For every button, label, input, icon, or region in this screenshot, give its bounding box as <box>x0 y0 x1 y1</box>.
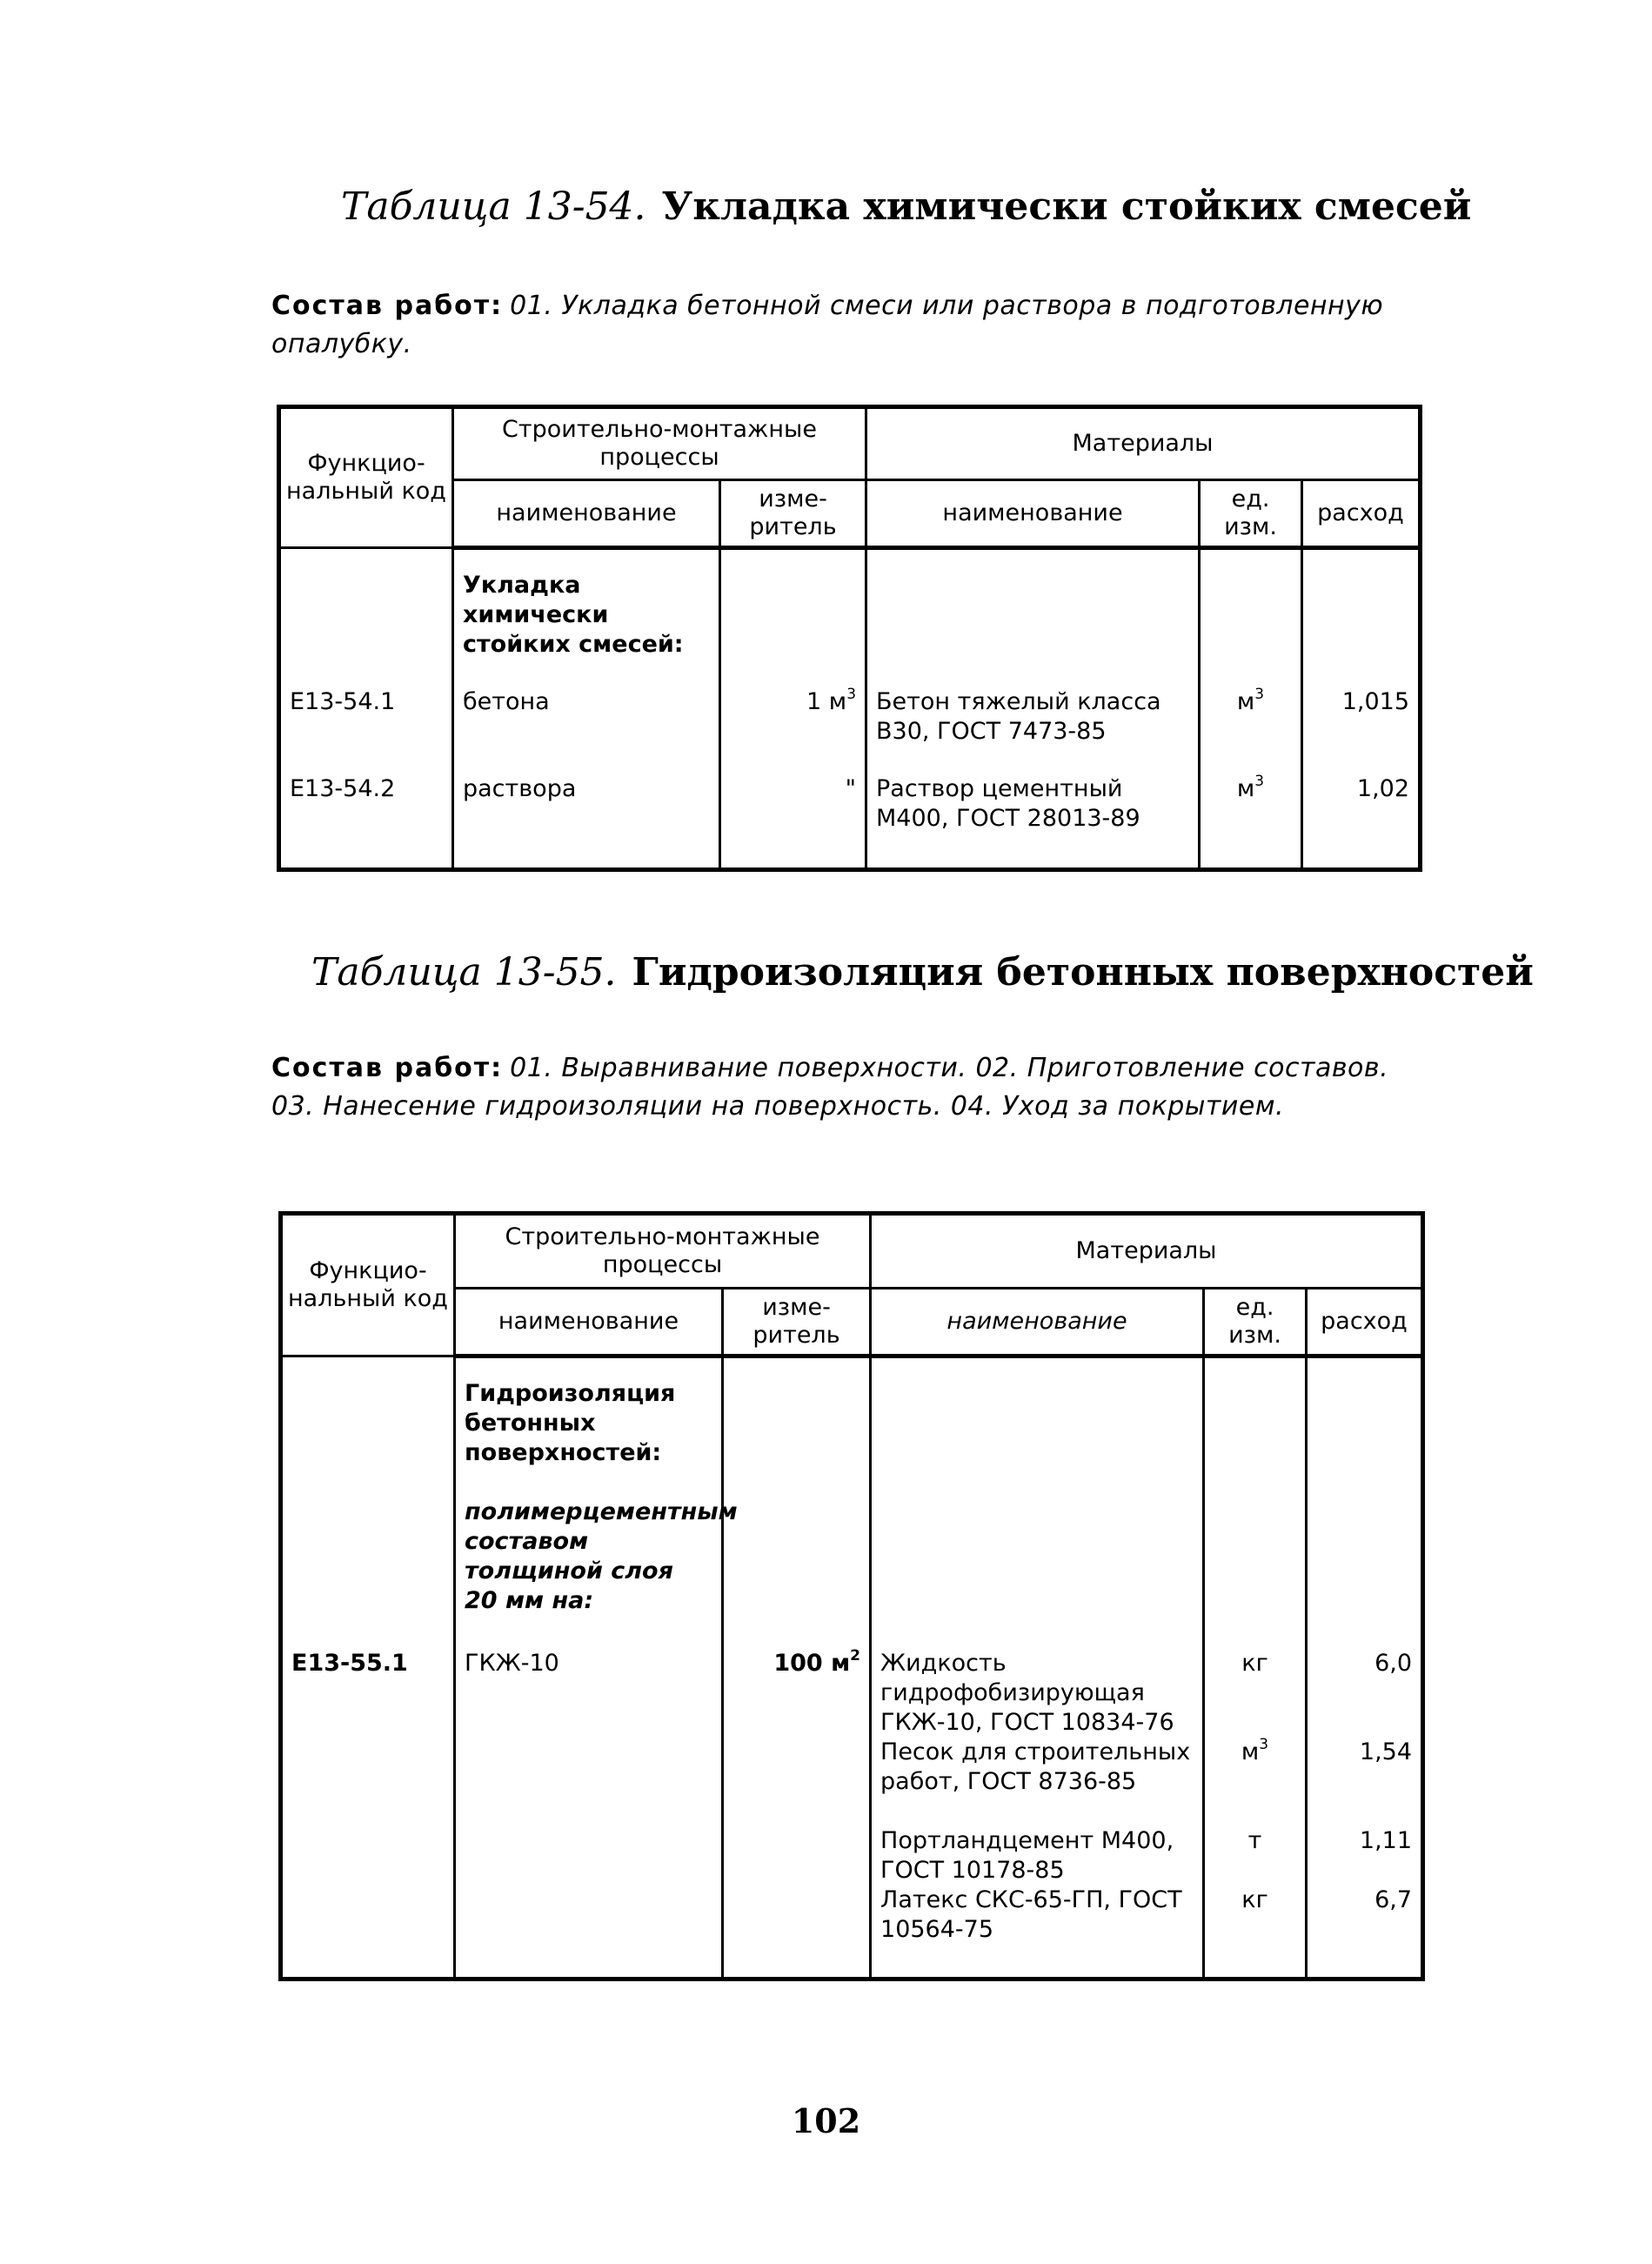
row-process: бетона <box>453 687 720 774</box>
header-meter: изме-ритель <box>723 1289 871 1356</box>
header-process-name: наименование <box>453 480 720 548</box>
header-meter: изме-ритель <box>720 480 866 548</box>
table-55 <box>278 1211 1425 1981</box>
material-unit: т <box>1247 1826 1262 1854</box>
header-unit: ед. изм. <box>1200 480 1302 548</box>
row-code: Е13-54.1 <box>279 687 453 774</box>
row-process: ГКЖ-10 <box>455 1649 723 1979</box>
table-55-work-composition <box>271 1049 1428 1126</box>
table-54 <box>277 405 1422 872</box>
material-name: Латекс СКС-65-ГП, ГОСТ 10564-75 <box>880 1886 1182 1943</box>
table-row <box>279 687 1421 774</box>
header-materials: Материалы <box>871 1214 1423 1289</box>
material-name: Жидкость гидрофобизирующая ГКЖ-10, ГОСТ 10834-76 <box>880 1649 1174 1736</box>
material-unit: $м^3$ <box>1241 1735 1269 1765</box>
header-materials: Материалы <box>866 407 1421 480</box>
table-54-work-composition <box>271 287 1428 364</box>
material-qty: 1,11 <box>1359 1826 1413 1854</box>
table-55-label: Таблица 13-55. <box>311 950 617 995</box>
table-54-heading <box>341 184 1471 229</box>
table-54-work-text: 01. Укладка бетонной смеси или раствора в подготовленную опалубку. <box>271 291 1384 359</box>
material-qty: 6,0 <box>1374 1649 1413 1677</box>
header-unit: ед. изм. <box>1204 1289 1307 1356</box>
table-row <box>279 774 1421 870</box>
table-54-work-label: Состав работ: <box>271 291 504 321</box>
header-consumption: расход <box>1307 1289 1423 1356</box>
row-code: Е13-54.2 <box>279 774 453 870</box>
header-func-code: Функцио-нальный код <box>281 1214 455 1356</box>
row-meter: 100 $м^2$ <box>723 1649 871 1979</box>
row-unit: $м^3$ <box>1200 774 1302 870</box>
row-process: раствора <box>453 774 720 870</box>
header-process-name: наименование <box>455 1289 723 1356</box>
row-code: Е13-55.1 <box>281 1649 455 1979</box>
table-55-title: Гидроизоляция бетонных поверхностей <box>632 950 1534 995</box>
material-qty: 1,54 <box>1359 1738 1413 1765</box>
table-row <box>281 1649 1423 1979</box>
header-processes: Строительно-монтажные процессы <box>455 1214 871 1289</box>
row-qty: 1,02 <box>1302 774 1421 870</box>
material-qty: 6,7 <box>1374 1886 1413 1913</box>
page-number: 102 <box>791 2101 861 2140</box>
table-54-title: Укладка химически стойких смесей <box>661 184 1472 229</box>
table-55-heading <box>311 950 1534 995</box>
row-material: Раствор цементный М400, ГОСТ 28013-89 <box>866 774 1200 870</box>
row-meter: " <box>720 774 866 870</box>
table-55-subgroup-title: полимерцементным составом толщиной слоя 20 мм на: <box>465 1498 738 1614</box>
table-54-group-title: Укладка химически стойких смесей: <box>463 572 684 658</box>
header-material-name: наименование <box>866 480 1200 548</box>
material-unit: кг <box>1241 1886 1268 1913</box>
header-func-code: Функцио-нальный код <box>279 407 453 548</box>
header-consumption: расход <box>1302 480 1421 548</box>
header-material-name: наименование <box>871 1289 1204 1356</box>
row-unit: $м^3$ <box>1200 687 1302 774</box>
table-54-label: Таблица 13-54. <box>341 184 646 229</box>
row-qty: 1,015 <box>1302 687 1421 774</box>
material-unit: кг <box>1241 1649 1268 1677</box>
row-material: Бетон тяжелый класса В30, ГОСТ 7473-85 <box>866 687 1200 774</box>
material-name: Портландцемент М400, ГОСТ 10178-85 <box>880 1826 1174 1884</box>
table-55-group-title: Гидроизоляция бетонных поверхностей: <box>465 1380 676 1466</box>
table-55-work-label: Состав работ: <box>271 1053 504 1083</box>
material-name: Песок для строительных работ, ГОСТ 8736-85 <box>880 1738 1191 1795</box>
header-processes: Строительно-монтажные процессы <box>453 407 866 480</box>
table-55-work-text: 01. Выравнивание поверхности. 02. Приготовление составов. 03. Нанесение гидроизоляции на поверхность. 04. Уход за покрытием. <box>271 1053 1389 1122</box>
row-meter: 1 $м^3$ <box>720 687 866 774</box>
